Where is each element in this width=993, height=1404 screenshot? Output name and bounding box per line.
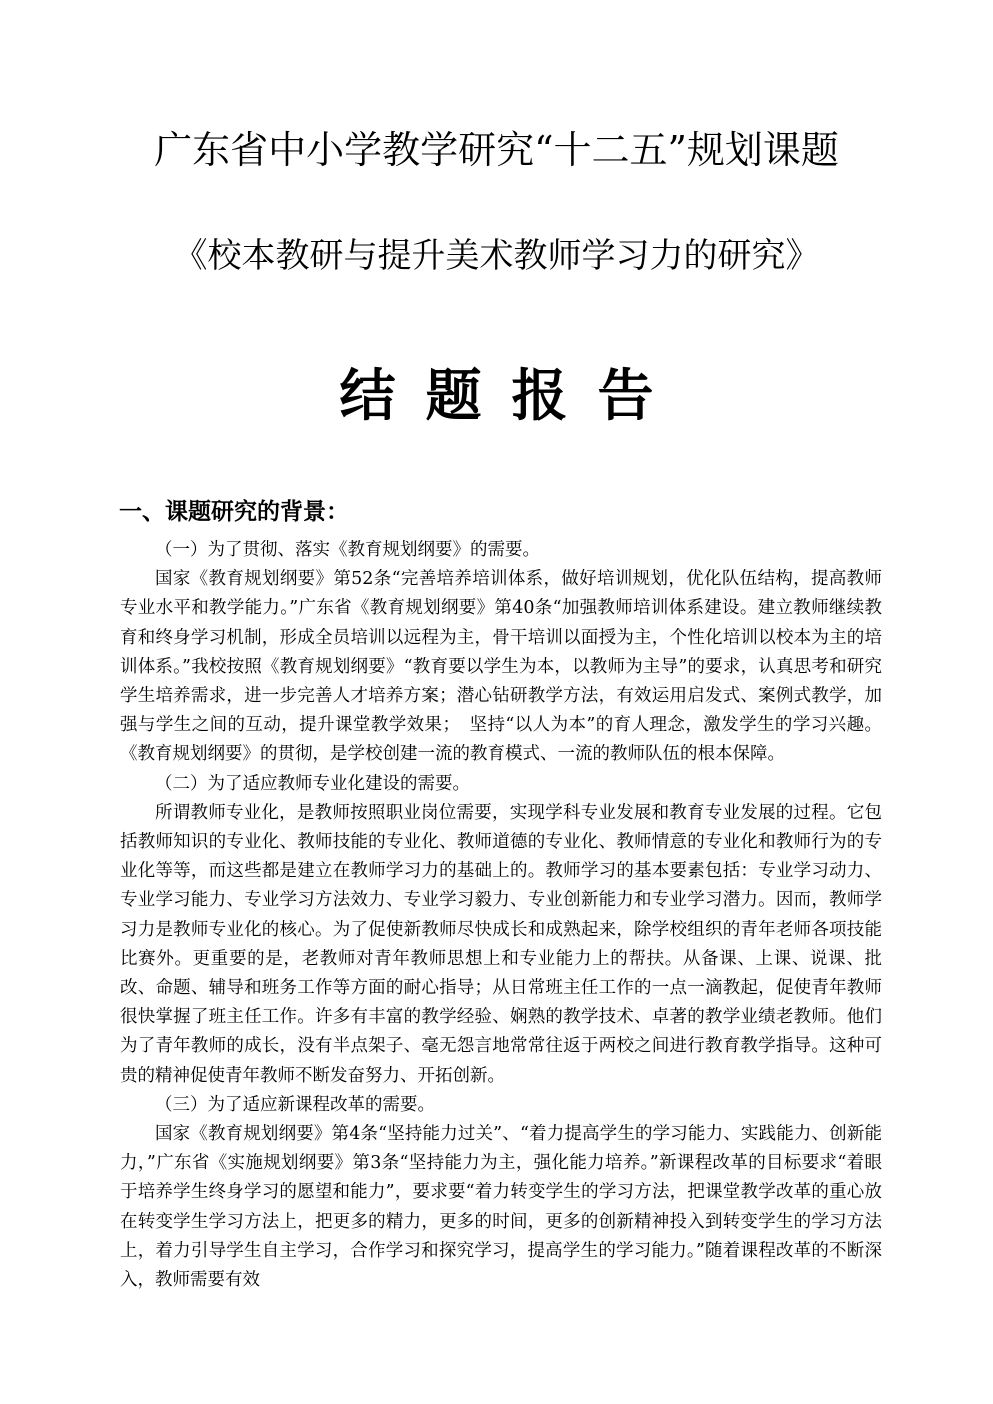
project-title: 广东省中小学教学研究“十二五”规划课题 bbox=[154, 128, 839, 172]
subheading-3: （三）为了适应新课程改革的需要。 bbox=[155, 1094, 435, 1115]
section-body bbox=[120, 536, 882, 1295]
paragraph-2: 所谓教师专业化，是教师按照职业岗位需要，实现学科专业发展和教育专业发展的过程。它包括教师知识的专业化、教师技能的专业化、教师道德的专业化、教师情意的专业化和教师行为的专业化等等，而这些都是建立在教师学习力的基础上的。教师学习的基本要素包括：专业学习动力、专业学习能力、专业学习方法效力、专业学习毅力、专业创新能力和专业学习潜力。因而，教师学习力是教师专业化的核心。为了促使新教师尽快成长和成熟起来，除学校组织的青年老师各项技能比赛外。更重要的是，老教师对青年教师思想上和专业能力上的帮扶。从备课、上课、说课、批改、命题、辅导和班务工作等方面的耐心指导；从日常班主任工作的一点一滴教起，促使青年教师很快掌握了班主任工作。许多有丰富的教学经验、娴熟的教学技术、卓著的教学业绩老教师。他们为了青年教师的成长，没有半点架子、毫无怨言地常常往返于两校之间进行教育教学指导。这种可贵的精神促使青年教师不断发奋努力、开拓创新。 bbox=[120, 802, 882, 1086]
paragraph-1: 国家《教育规划纲要》第52条“完善培养培训体系，做好培训规划，优化队伍结构，提高教师专业水平和教学能力。”广东省《教育规划纲要》第40条“加强教师培训体系建设。建立教师继续教育和终身学习机制，形成全员培训以远程为主，骨干培训以面授为主，个性化培训以校本为主的培训体系。”我校按照《教育规划纲要》“教育要以学生为本，以教师为主导”的要求，认真思考和研究学生培养需求，进一步完善人才培养方案；潜心钻研教学方法，有效运用启发式、案例式教学，加强与学生之间的互动，提升课堂教学效果； 坚持“以人为本”的育人理念，激发学生的学习兴趣。《教育规划纲要》的贯彻，是学校创建一流的教育模式、一流的教师队伍的根本保障。 bbox=[120, 569, 882, 765]
report-title: 结题报告 bbox=[339, 363, 684, 429]
subheading-1: （一）为了贯彻、落实《教育规划纲要》的需要。 bbox=[155, 540, 540, 560]
research-title: 《校本教研与提升美术教师学习力的研究》 bbox=[173, 236, 820, 276]
section-heading-background: 一、课题研究的背景： bbox=[119, 498, 349, 525]
subheading-2: （二）为了适应教师专业化建设的需要。 bbox=[155, 773, 470, 794]
paragraph-3: 国家《教育规划纲要》第4条“坚持能力过关”、“着力提高学生的学习能力、实践能力、创新能力，”广东省《实施规划纲要》第3条“坚持能力为主，强化能力培养。”新课程改革的目标要求“着眼于培养学生终身学习的愿望和能力”，要求要“着力转变学生的学习方法，把课堂教学改革的重心放在转变学生学习方法上，把更多的精力，更多的时间，更多的创新精神投入到转变学生的学习方法上，着力引导学生自主学习，合作学习和探究学习，提高学生的学习能力。”随着课程改革的不断深入，教师需要有效 bbox=[120, 1124, 882, 1291]
